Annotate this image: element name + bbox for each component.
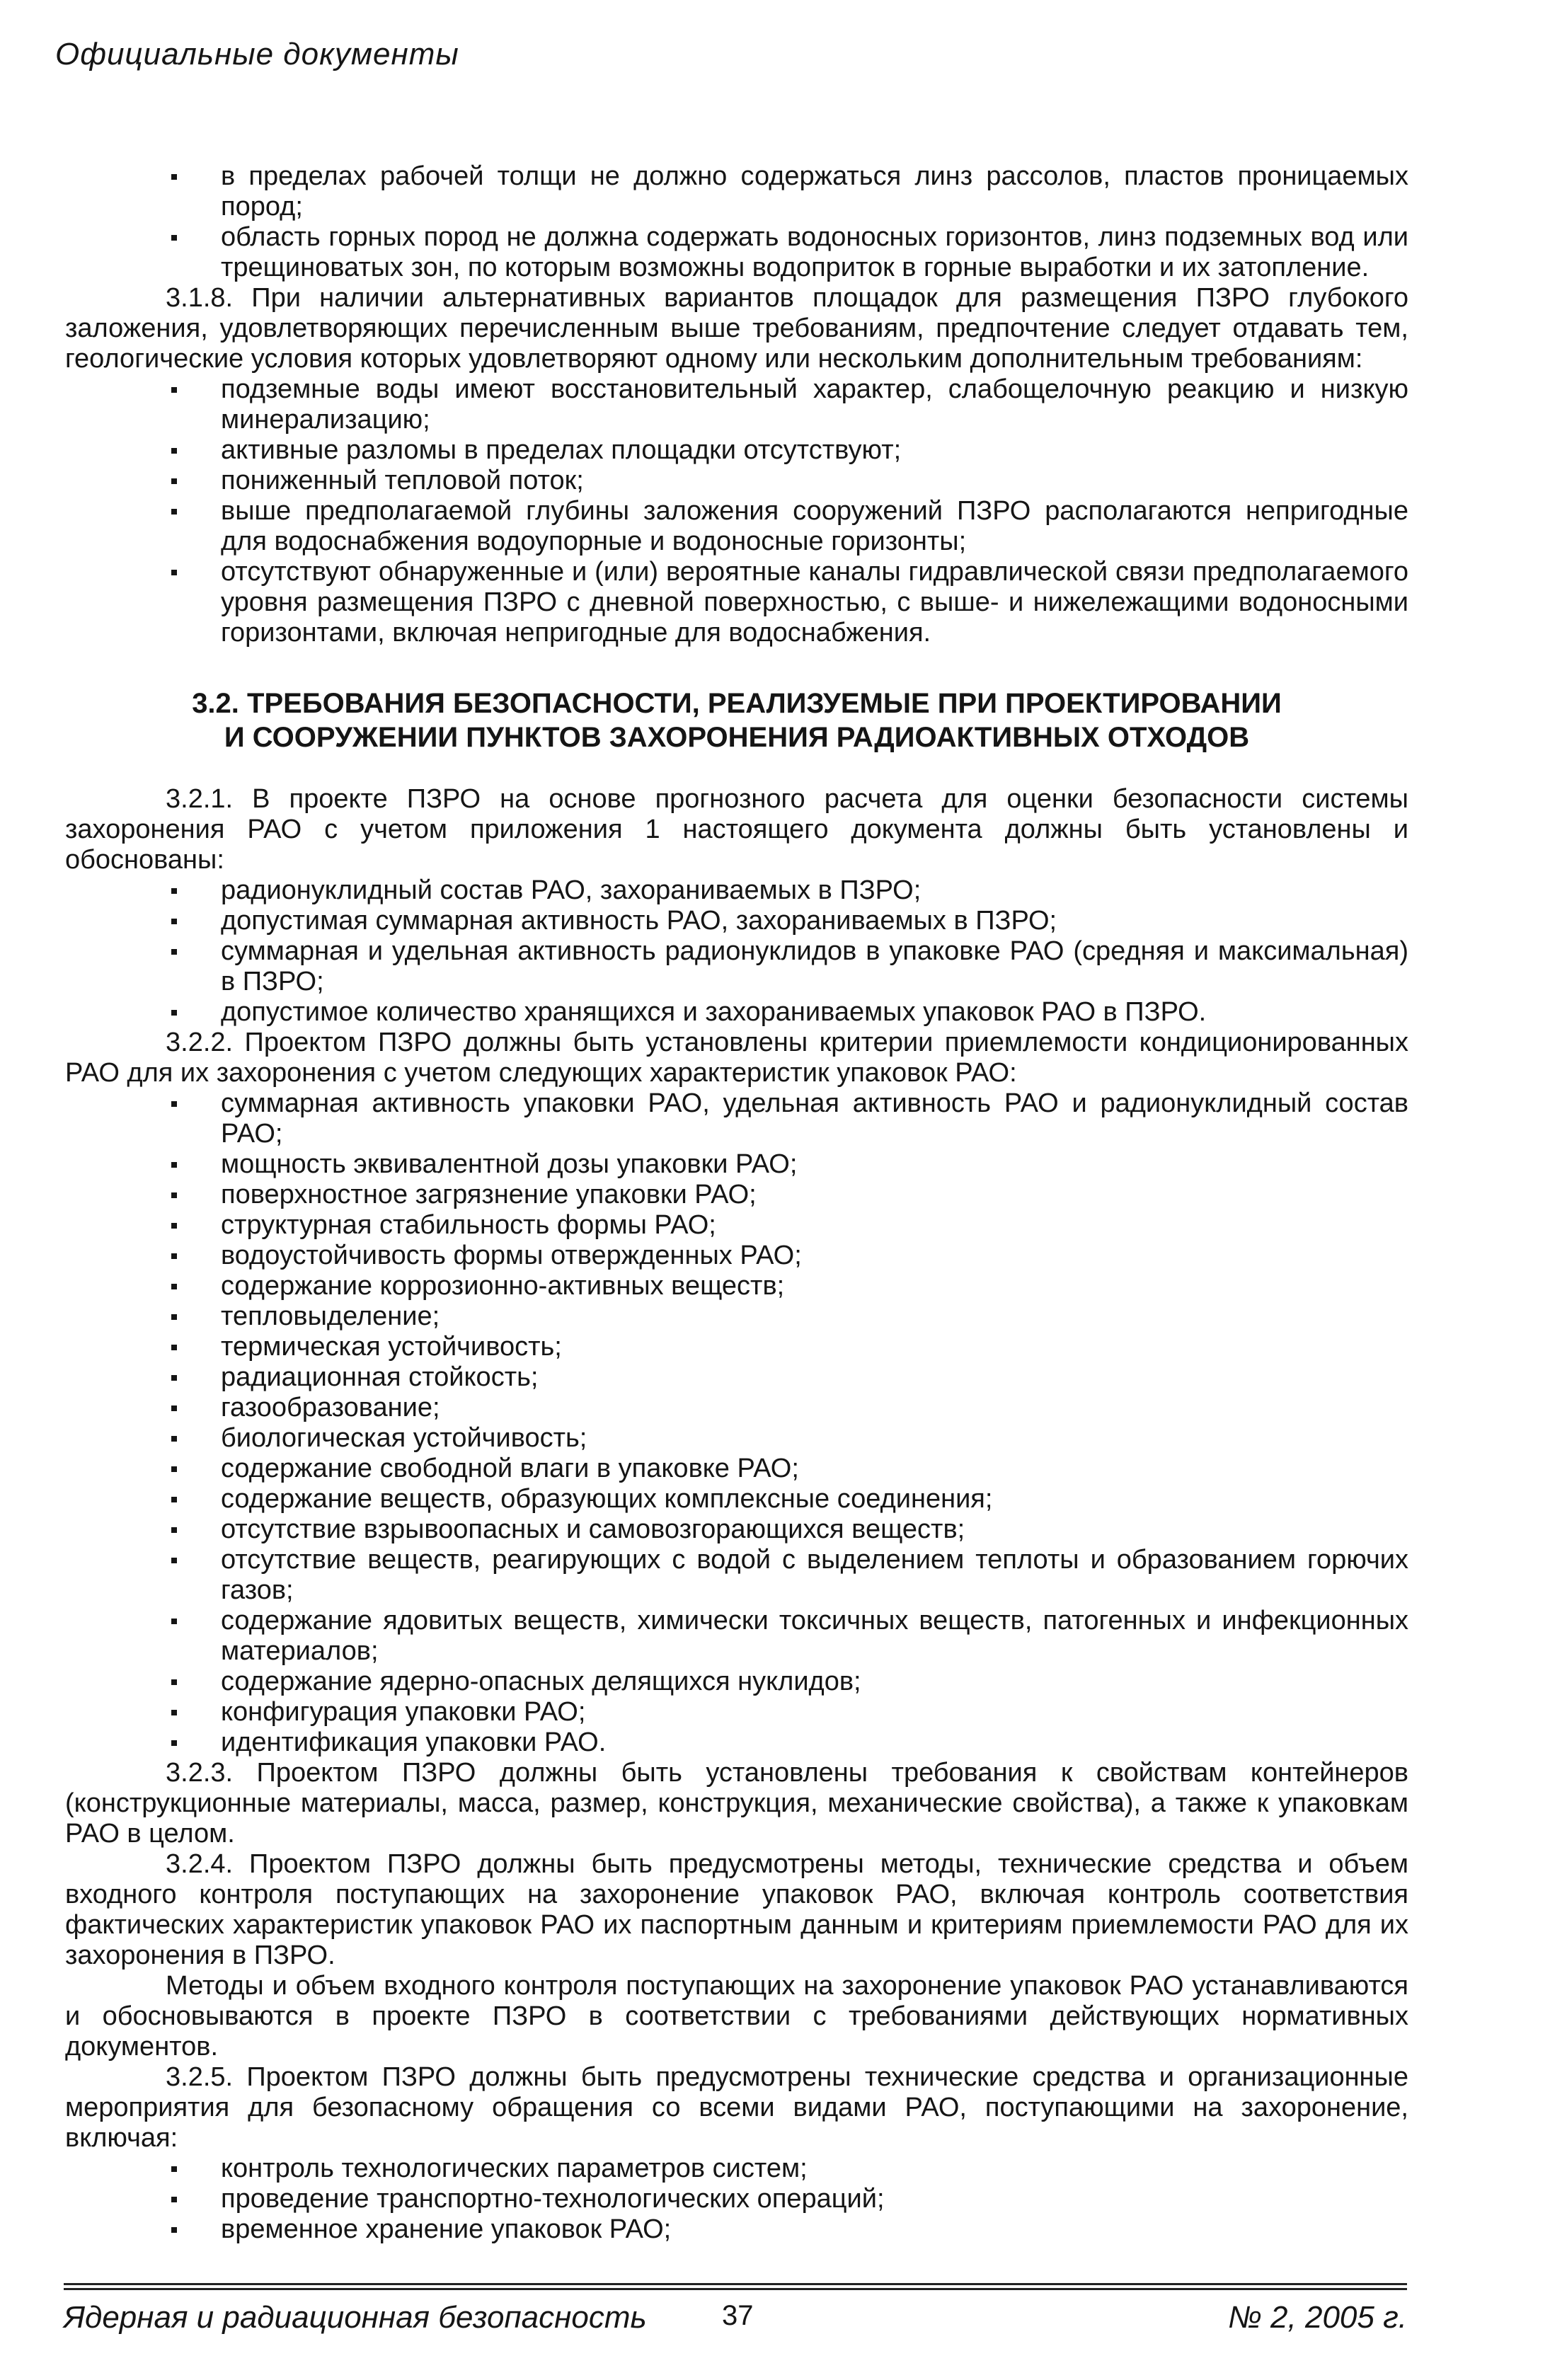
list-item: биологическая устойчивость; xyxy=(65,1423,1408,1454)
list-item: конфигурация упаковки РАО; xyxy=(65,1697,1408,1727)
list-item: мощность эквивалентной дозы упаковки РАО; xyxy=(65,1149,1408,1180)
list-item: газообразование; xyxy=(65,1393,1408,1423)
bullet-list-3-2-5 xyxy=(65,2154,1408,2245)
list-item: содержание веществ, образующих комплексные соединения; xyxy=(65,1484,1408,1514)
list-item: в пределах рабочей толщи не должно содержаться линз рассолов, пластов проницаемых пород; xyxy=(65,161,1408,222)
list-item: подземные воды имеют восстановительный характер, слабощелочную реакцию и низкую минерализацию; xyxy=(65,374,1408,435)
list-item: идентификация упаковки РАО. xyxy=(65,1727,1408,1758)
section-heading-3-2 xyxy=(65,686,1408,754)
paragraph-3-2-3: 3.2.3. Проектом ПЗРО должны быть установлены требования к свойствам контейнеров (конструкционные материалы, масса, размер, конструкция, механические свойства), а также к упаковкам РАО в целом. xyxy=(65,1758,1408,1849)
paragraph-3-2-4: 3.2.4. Проектом ПЗРО должны быть предусмотрены методы, технические средства и объем входного контроля поступающих на захоронение упаковок РАО, включая контроль соответствия фактических характеристик упаковок РАО их паспортным данным и критериям приемлемости РАО для их захоронения в ПЗРО. xyxy=(65,1849,1408,1970)
list-item: суммарная и удельная активность радионуклидов в упаковке РАО (средняя и максимальная) в ПЗРО; xyxy=(65,936,1408,997)
list-item: радионуклидный состав РАО, захораниваемых в ПЗРО; xyxy=(65,875,1408,906)
bullet-list-3-1-8 xyxy=(65,374,1408,648)
list-item: выше предполагаемой глубины заложения сооружений ПЗРО располагаются непригодные для водоснабжения водоупорные и водоносные горизонты; xyxy=(65,496,1408,557)
list-item: отсутствие веществ, реагирующих с водой с выделением теплоты и образованием горючих газов; xyxy=(65,1545,1408,1606)
list-item: область горных пород не должна содержать водоносных горизонтов, линз подземных вод или трещиноватых зон, по которым возможны водоприток в горные выработки и их затопление. xyxy=(65,222,1408,283)
list-item: допустимая суммарная активность РАО, захораниваемых в ПЗРО; xyxy=(65,906,1408,936)
paragraph-3-2-2: 3.2.2. Проектом ПЗРО должны быть установлены критерии приемлемости кондиционированных РАО для их захоронения с учетом следующих характеристик упаковок РАО: xyxy=(65,1028,1408,1088)
list-item: структурная стабильность формы РАО; xyxy=(65,1210,1408,1241)
list-item: временное хранение упаковок РАО; xyxy=(65,2214,1408,2245)
list-item: тепловыделение; xyxy=(65,1301,1408,1332)
list-item: содержание коррозионно-активных веществ; xyxy=(65,1271,1408,1301)
list-item: проведение транспортно-технологических операций; xyxy=(65,2184,1408,2214)
list-item: пониженный тепловой поток; xyxy=(65,466,1408,496)
list-item: термическая устойчивость; xyxy=(65,1332,1408,1362)
bullet-list-3-2-2 xyxy=(65,1088,1408,1758)
bullet-list-top xyxy=(65,161,1408,283)
list-item: суммарная активность упаковки РАО, удельная активность РАО и радионуклидный состав РАО; xyxy=(65,1088,1408,1149)
list-item: активные разломы в пределах площадки отсутствуют; xyxy=(65,435,1408,466)
issue-label: № 2, 2005 г. xyxy=(1228,2300,1407,2335)
paragraph-3-2-5: 3.2.5. Проектом ПЗРО должны быть предусмотрены технические средства и организационные мероприятия для безопасному обращения со всеми видами РАО, поступающими на захоронение, включая: xyxy=(65,2062,1408,2153)
list-item: содержание ядовитых веществ, химически токсичных веществ, патогенных и инфекционных материалов; xyxy=(65,1606,1408,1667)
document-body xyxy=(65,161,1408,2245)
paragraph-3-1-8: 3.1.8. При наличии альтернативных вариантов площадок для размещения ПЗРО глубокого заложения, удовлетворяющих перечисленным выше требованиям, предпочтение следует отдавать тем, геологические условия которых удовлетворяют одному или нескольким дополнительным требованиям: xyxy=(65,283,1408,374)
paragraph-3-2-4-methods: Методы и объем входного контроля поступающих на захоронение упаковок РАО устанавливаются и обосновываются в проекте ПЗРО в соответствии с требованиями действующих нормативных документов. xyxy=(65,1971,1408,2062)
list-item: отсутствие взрывоопасных и самовозгорающихся веществ; xyxy=(65,1514,1408,1545)
list-item: водоустойчивость формы отвержденных РАО; xyxy=(65,1241,1408,1271)
list-item: поверхностное загрязнение упаковки РАО; xyxy=(65,1180,1408,1210)
bullet-list-3-2-1 xyxy=(65,875,1408,1028)
list-item: допустимое количество хранящихся и захораниваемых упаковок РАО в ПЗРО. xyxy=(65,997,1408,1028)
list-item: радиационная стойкость; xyxy=(65,1362,1408,1393)
paragraph-3-2-1: 3.2.1. В проекте ПЗРО на основе прогнозного расчета для оценки безопасности системы захоронения РАО с учетом приложения 1 настоящего документа должны быть установлены и обоснованы: xyxy=(65,784,1408,875)
list-item: контроль технологических параметров систем; xyxy=(65,2154,1408,2184)
running-header: Официальные документы xyxy=(55,37,459,71)
journal-title: Ядерная и радиационная безопасность xyxy=(64,2300,647,2335)
footer-rule-line xyxy=(64,2288,1407,2290)
list-item: содержание свободной влаги в упаковке РАО; xyxy=(65,1454,1408,1484)
section-heading-line-2: И СООРУЖЕНИИ ПУНКТОВ ЗАХОРОНЕНИЯ РАДИОАКТИВНЫХ ОТХОДОВ xyxy=(224,722,1250,753)
page-number: 37 xyxy=(722,2300,754,2331)
list-item: отсутствуют обнаруженные и (или) вероятные каналы гидравлической связи предполагаемого уровня размещения ПЗРО с дневной поверхностью, с выше- и нижележащими водоносными горизонтами, включая непригодные для водоснабжения. xyxy=(65,557,1408,648)
footer-rule xyxy=(64,2283,1407,2293)
section-heading-line-1: 3.2. ТРЕБОВАНИЯ БЕЗОПАСНОСТИ, РЕАЛИЗУЕМЫЕ ПРИ ПРОЕКТИРОВАНИИ xyxy=(192,688,1282,719)
footer-rule-line xyxy=(64,2283,1407,2285)
list-item: содержание ядерно-опасных делящихся нуклидов; xyxy=(65,1667,1408,1697)
